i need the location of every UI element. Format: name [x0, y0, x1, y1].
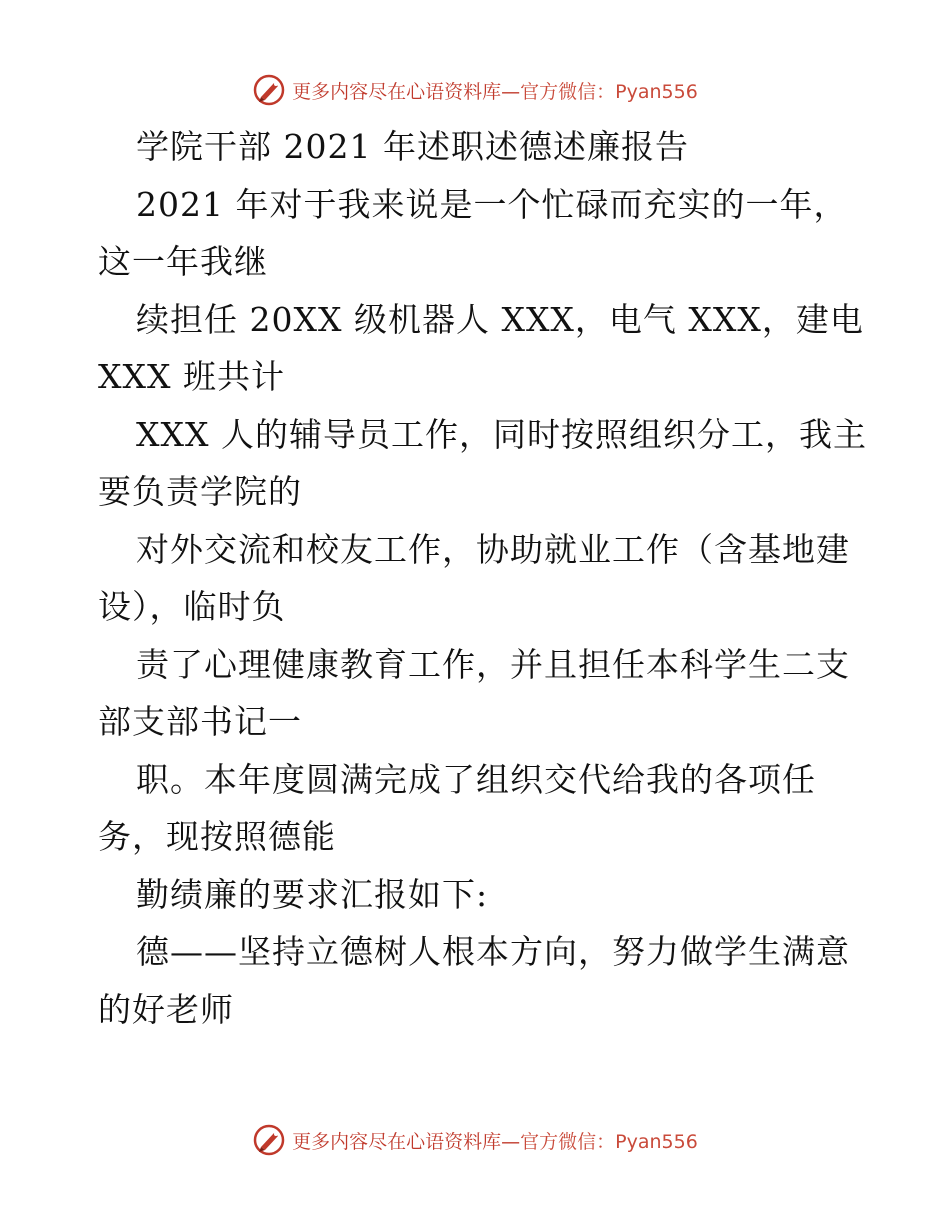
paragraph-line: 职。本年度圆满完成了组织交代给我的各项任	[136, 759, 816, 799]
banner-separator: —	[501, 80, 521, 103]
paragraph-line: 这一年我继	[98, 242, 268, 281]
pen-logo-icon	[252, 1123, 286, 1157]
paragraph-line: 续担任 20XX 级机器人 XXX，电气 XXX，建电	[136, 299, 864, 339]
header-banner	[0, 70, 950, 110]
paragraph-line: 要负责学院的	[98, 472, 302, 511]
banner-account-text: 官方微信：Pyan556	[520, 1130, 698, 1153]
paragraph-line: XXX 人的辅导员工作，同时按照组织分工，我主	[136, 414, 867, 454]
paragraph-line: 务，现按照德能	[98, 817, 336, 856]
paragraph-line: XXX 班共计	[98, 357, 285, 396]
banner-main-text: 更多内容尽在心语资料库	[292, 1130, 502, 1153]
document-title: 学院干部 2021 年述职述德述廉报告	[136, 127, 689, 166]
paragraph-line: 部支部书记一	[98, 702, 302, 741]
paragraph-line: 德——坚持立德树人根本方向，努力做学生满意	[136, 932, 850, 971]
document-body	[98, 118, 867, 1038]
paragraph-line: 2021 年对于我来说是一个忙碌而充实的一年，	[136, 184, 848, 224]
paragraph-line: 的好老师	[98, 989, 234, 1029]
paragraph-line: 设），临时负	[98, 587, 286, 626]
footer-banner	[0, 1120, 950, 1160]
banner-separator: —	[501, 1130, 521, 1153]
pen-logo-icon	[252, 73, 286, 107]
paragraph-line: 责了心理健康教育工作，并且担任本科学生二支	[136, 644, 850, 684]
paragraph-line: 勤绩廉的要求汇报如下:	[136, 874, 489, 914]
banner-main-text: 更多内容尽在心语资料库	[292, 80, 502, 103]
banner-account-text: 官方微信：Pyan556	[520, 80, 698, 103]
paragraph-line: 对外交流和校友工作，协助就业工作（含基地建	[136, 529, 850, 569]
